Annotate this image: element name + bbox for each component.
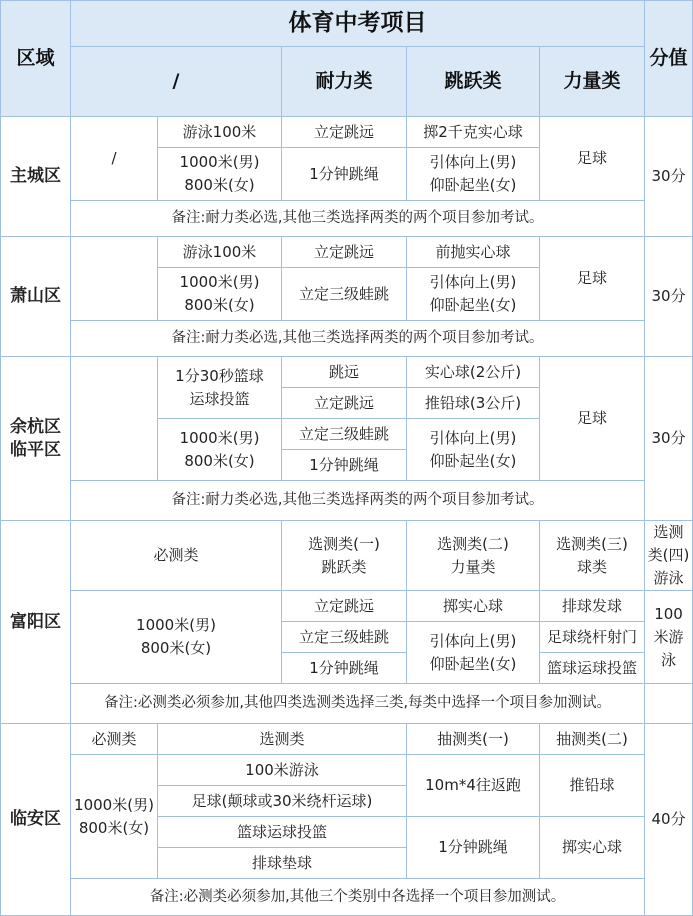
fuyang-head-swim: 选测类(四) 游泳 (645, 521, 693, 591)
zhucheng-score: 30分 (645, 117, 693, 237)
linan-sample2-a: 推铅球 (540, 755, 645, 817)
fuyang-ball-2: 足球绕杆射门 (540, 622, 645, 653)
linan-required: 1000米(男) 800米(女) (71, 755, 158, 879)
xiaoshan-power-2: 引体向上(男) 仰卧起坐(女) (407, 268, 540, 321)
linan-head-sample2: 抽测类(二) (540, 724, 645, 755)
linan-score: 40分 (645, 724, 693, 916)
yuhang-power-2: 推铅球(3公斤) (407, 388, 540, 419)
xiaoshan-note: 备注:耐力类必选,其他三类选择两类的两个项目参加考试。 (71, 321, 645, 357)
zhucheng-skill: 足球 (540, 117, 645, 201)
fuyang-head-jump: 选测类(一) 跳跃类 (282, 521, 407, 591)
fuyang-swim: 100米游泳 (645, 591, 693, 684)
score-header: 分值 (645, 1, 693, 117)
xiaoshan-jump-1: 立定跳远 (282, 237, 407, 268)
xiaoshan-slash-cell (71, 237, 158, 321)
linan-optional-1: 100米游泳 (158, 755, 407, 786)
yuhang-jump-4: 1分钟跳绳 (282, 450, 407, 481)
fuyang-ball-1: 排球发球 (540, 591, 645, 622)
zhucheng-power-2: 引体向上(男) 仰卧起坐(女) (407, 148, 540, 201)
yuhang-power-3: 引体向上(男) 仰卧起坐(女) (407, 419, 540, 481)
zhucheng-jump-2: 1分钟跳绳 (282, 148, 407, 201)
xiaoshan-endurance-1: 游泳100米 (158, 237, 282, 268)
zhucheng-power-1: 掷2千克实心球 (407, 117, 540, 148)
fuyang-power-1: 掷实心球 (407, 591, 540, 622)
fuyang-jump-2: 立定三级蛙跳 (282, 622, 407, 653)
linan-head-optional: 选测类 (158, 724, 407, 755)
fuyang-jump-3: 1分钟跳绳 (282, 653, 407, 684)
project-header: 体育中考项目 (71, 1, 645, 47)
linan-optional-3: 篮球运球投篮 (158, 817, 407, 848)
fuyang-ball-3: 篮球运球投篮 (540, 653, 645, 684)
linan-head-sample1: 抽测类(一) (407, 724, 540, 755)
col-slash-header: / (71, 47, 282, 117)
region-zhucheng: 主城区 (1, 117, 71, 237)
yuhang-power-1: 实心球(2公斤) (407, 357, 540, 388)
fuyang-head-ball: 选测类(三) 球类 (540, 521, 645, 591)
xiaoshan-endurance-2: 1000米(男) 800米(女) (158, 268, 282, 321)
xiaoshan-skill: 足球 (540, 237, 645, 321)
xiaoshan-power-1: 前抛实心球 (407, 237, 540, 268)
yuhang-score: 30分 (645, 357, 693, 521)
zhucheng-endurance-2: 1000米(男) 800米(女) (158, 148, 282, 201)
linan-note: 备注:必测类必须参加,其他三个类别中各选择一个项目参加测试。 (71, 879, 645, 916)
fuyang-head-power: 选测类(二) 力量类 (407, 521, 540, 591)
yuhang-jump-3: 立定三级蛙跳 (282, 419, 407, 450)
col-power-header: 力量类 (540, 47, 645, 117)
yuhang-note: 备注:耐力类必选,其他三类选择两类的两个项目参加考试。 (71, 481, 645, 521)
region-header: 区域 (1, 1, 71, 117)
yuhang-jump-2: 立定跳远 (282, 388, 407, 419)
linan-head-required: 必测类 (71, 724, 158, 755)
yuhang-endurance-1: 1分30秒篮球 运球投篮 (158, 357, 282, 419)
zhucheng-endurance-1: 游泳100米 (158, 117, 282, 148)
fuyang-note: 备注:必测类必须参加,其他四类选测类选择三类,每类中选择一个项目参加测试。 (71, 684, 645, 724)
xiaoshan-jump-2: 立定三级蛙跳 (282, 268, 407, 321)
linan-sample1-a: 10m*4往返跑 (407, 755, 540, 817)
linan-sample1-b: 1分钟跳绳 (407, 817, 540, 879)
zhucheng-note: 备注:耐力类必选,其他三类选择两类的两个项目参加考试。 (71, 201, 645, 237)
fuyang-jump-1: 立定跳远 (282, 591, 407, 622)
zhucheng-jump-1: 立定跳远 (282, 117, 407, 148)
region-yuhang-linping: 余杭区 临平区 (1, 357, 71, 521)
linan-sample2-b: 掷实心球 (540, 817, 645, 879)
col-jump-header: 跳跃类 (407, 47, 540, 117)
yuhang-endurance-2: 1000米(男) 800米(女) (158, 419, 282, 481)
fuyang-head-required: 必测类 (71, 521, 282, 591)
yuhang-slash-cell (71, 357, 158, 481)
linan-optional-2: 足球(颠球或30米绕杆运球) (158, 786, 407, 817)
linan-optional-4: 排球垫球 (158, 848, 407, 879)
yuhang-jump-1: 跳远 (282, 357, 407, 388)
fuyang-required: 1000米(男) 800米(女) (71, 591, 282, 684)
region-fuyang: 富阳区 (1, 521, 71, 724)
region-linan: 临安区 (1, 724, 71, 916)
yuhang-skill: 足球 (540, 357, 645, 481)
xiaoshan-score: 30分 (645, 237, 693, 357)
region-xiaoshan: 萧山区 (1, 237, 71, 357)
col-endurance-header: 耐力类 (282, 47, 407, 117)
fuyang-power-2: 引体向上(男) 仰卧起坐(女) (407, 622, 540, 684)
zhucheng-slash-cell: / (71, 117, 158, 201)
